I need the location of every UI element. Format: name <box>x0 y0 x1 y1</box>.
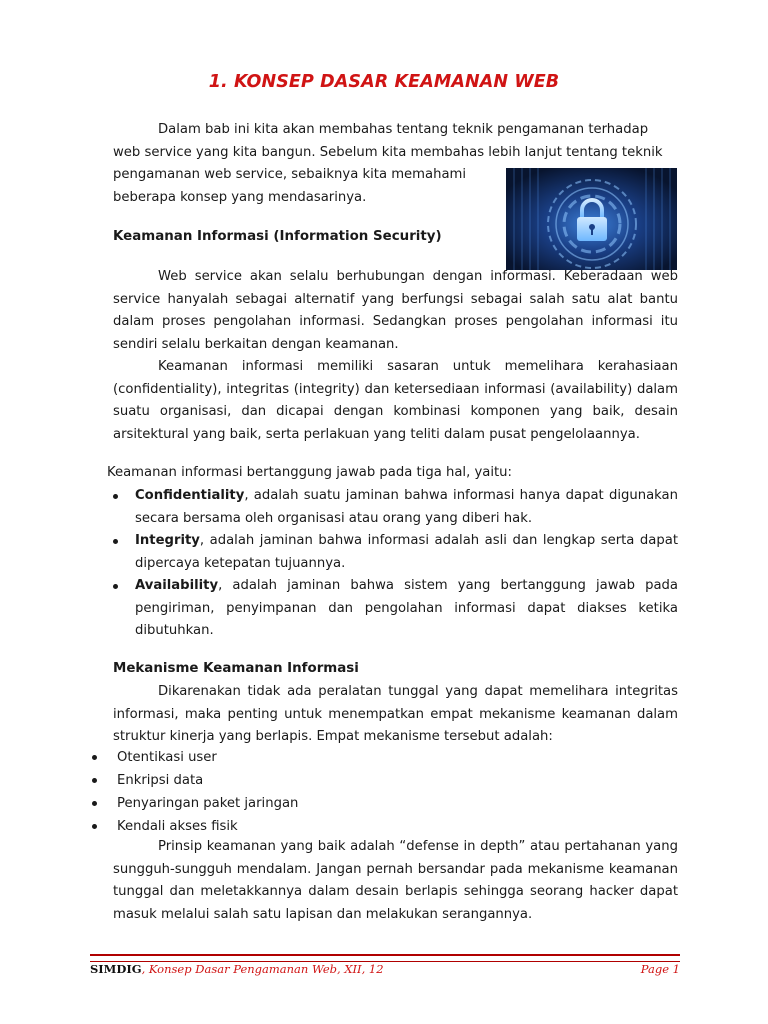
page-number: Page 1 <box>640 962 680 976</box>
text-line: pengamanan web service, sebaiknya kita memahami <box>113 167 467 182</box>
bullet-icon <box>113 584 118 589</box>
paragraph <box>113 266 678 356</box>
bullet-icon <box>92 755 97 760</box>
text-line: web service yang kita bangun. Sebelum kita membahas lebih lanjut tentang teknik <box>113 144 663 160</box>
paragraph <box>113 356 678 446</box>
item-text: , adalah jaminan bahwa sistem yang bertanggung jawab pada <box>218 578 678 593</box>
text-line: Keamanan informasi memiliki sasaran untuk memelihara kerahasiaan <box>158 359 678 374</box>
page-footer <box>90 962 680 976</box>
lead-sentence <box>107 462 672 485</box>
footer-brand: SIMDIG <box>90 962 142 976</box>
term-integrity: Integrity <box>135 533 200 548</box>
text-line: service hanyalah sebagai alternatif yang berfungsi sebagai salah satu alat bantu <box>113 291 678 307</box>
bullet-icon <box>92 824 97 829</box>
text-line: Prinsip keamanan yang baik adalah “defense in depth” atau pertahanan yang <box>158 839 678 854</box>
text-line: tunggal dan meletakkannya dalam desain berlapis sehingga seorang hacker dapat <box>113 884 678 899</box>
item-text: Kendali akses fisik <box>117 819 238 834</box>
item-text: dibutuhkan. <box>135 623 214 638</box>
bullet-icon <box>113 494 118 499</box>
list-item <box>113 485 678 530</box>
bullet-icon <box>113 539 118 544</box>
text-line: Dalam bab ini kita akan membahas tentang teknik pengamanan terhadap <box>158 122 649 137</box>
footer-divider <box>90 954 680 962</box>
list-item <box>92 769 592 792</box>
list-item <box>113 530 678 575</box>
text-line: masuk melalui salah satu lapisan dan melakukan serangannya. <box>113 906 533 922</box>
term-confidentiality: Confidentiality <box>135 488 245 503</box>
text-line: suatu organisasi, dan dicapai dengan kombinasi komponen yang baik, desain <box>113 404 678 419</box>
text-line: Dikarenakan tidak ada peralatan tunggal yang dapat memelihara integritas <box>158 684 678 699</box>
item-text: , adalah suatu jaminan bahwa informasi hanya dapat digunakan <box>244 488 678 503</box>
text-line: informasi, maka penting untuk menempatkan empat mekanisme keamanan dalam <box>113 706 678 722</box>
term-availability: Availability <box>135 578 219 593</box>
page-title: 1. KONSEP DASAR KEAMANAN WEB <box>208 72 560 92</box>
text-line: struktur kinerja yang berlapis. Empat mekanisme tersebut adalah: <box>113 729 553 744</box>
item-text: pengiriman, penyimpanan dan pengolahan informasi dapat diakses ketika <box>135 600 678 616</box>
bullet-icon <box>92 778 97 783</box>
text-line: Web service akan selalu berhubungan dengan informasi. Keberadaan web <box>158 269 678 284</box>
section-heading-information-security: Keamanan Informasi (Information Security) <box>113 229 442 244</box>
text-line: (confidentiality), integritas (integrity) dan ketersediaan informasi (availability) dalam <box>113 381 678 397</box>
item-text: Penyaringan paket jaringan <box>117 796 299 811</box>
section-heading-security-mechanisms: Mekanisme Keamanan Informasi <box>113 661 359 676</box>
text-line: dalam proses pengolahan informasi. Sedangkan proses pengolahan informasi itu <box>113 314 678 329</box>
text-line: sendiri selalu berkaitan dengan keamanan. <box>113 336 399 352</box>
text-line: Keamanan informasi bertanggung jawab pada tiga hal, yaitu: <box>107 465 512 480</box>
security-aspects-list <box>113 485 678 643</box>
padlock-icon <box>506 168 677 270</box>
security-lock-image <box>506 168 677 270</box>
list-item <box>92 746 592 769</box>
list-item <box>92 815 592 838</box>
item-text: secara bersama oleh organisasi atau orang yang diberi hak. <box>135 510 533 526</box>
list-item <box>113 575 678 643</box>
text-line: sungguh-sungguh mendalam. Jangan pernah bersandar pada mekanisme keamanan <box>113 861 678 877</box>
item-text: , adalah jaminan bahwa informasi adalah asli dan lengkap serta dapat <box>199 533 678 548</box>
item-text: Enkripsi data <box>117 773 204 788</box>
item-text: Otentikasi user <box>117 750 217 765</box>
bullet-icon <box>92 801 97 806</box>
paragraph <box>113 681 678 749</box>
text-line: arsitektural yang baik, serta perlakuan yang teliti dalam pusat pengelolaannya. <box>113 426 640 442</box>
text-line: beberapa konsep yang mendasarinya. <box>113 189 367 205</box>
item-text: dipercaya ketepatan tujuannya. <box>135 555 346 571</box>
footer-subtitle: , Konsep Dasar Pengamanan Web, XII, 12 <box>141 962 384 976</box>
list-item <box>92 792 592 815</box>
mechanisms-list <box>92 746 592 838</box>
paragraph <box>113 836 678 926</box>
